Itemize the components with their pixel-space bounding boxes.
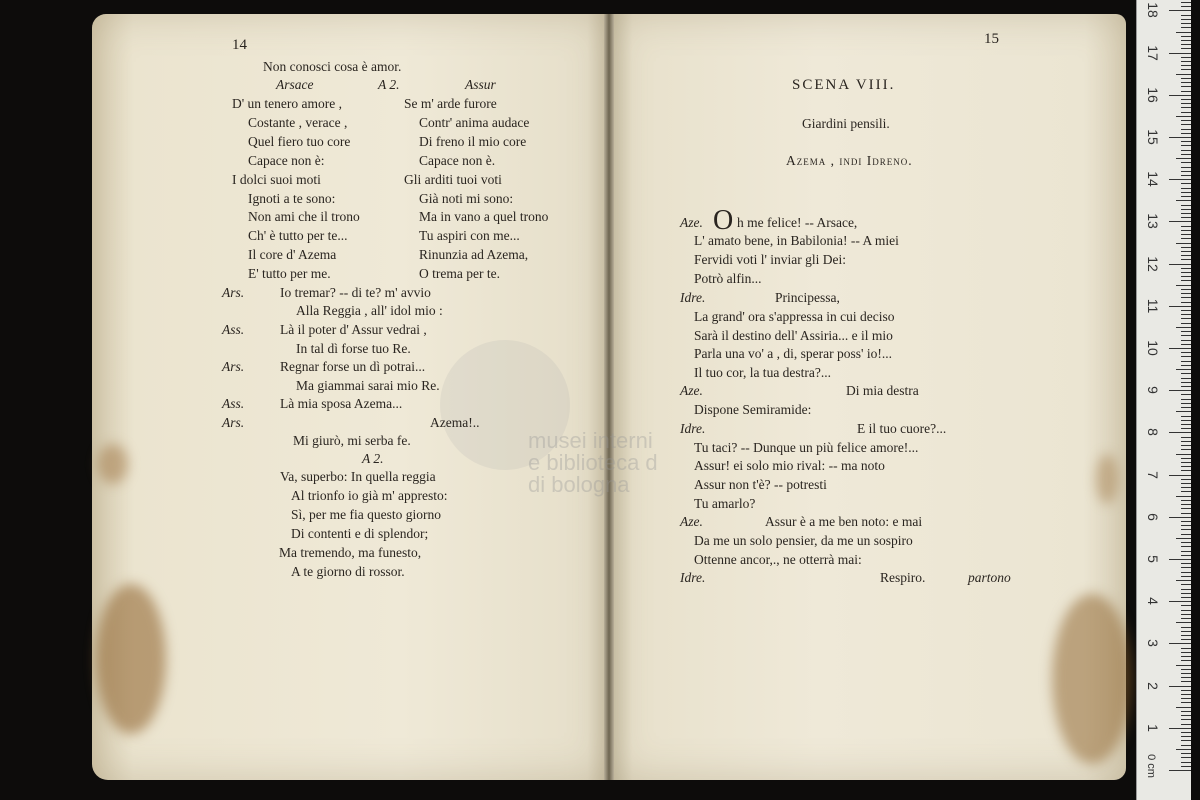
ruler-tick bbox=[1181, 567, 1191, 568]
ruler-tick bbox=[1181, 466, 1191, 467]
ruler-tick bbox=[1181, 255, 1191, 256]
ruler-number: 12 bbox=[1145, 255, 1161, 272]
ruler-tick bbox=[1181, 508, 1191, 509]
water-stain bbox=[1096, 454, 1118, 504]
ruler-tick bbox=[1181, 673, 1191, 674]
left-text-line: Tu aspiri con me... bbox=[419, 228, 520, 243]
ruler-tick bbox=[1181, 445, 1191, 446]
ruler-tick bbox=[1181, 361, 1191, 362]
ruler-tick bbox=[1181, 289, 1191, 290]
ruler-tick bbox=[1181, 251, 1191, 252]
ruler-tick bbox=[1181, 702, 1191, 703]
watermark-line: di bologna bbox=[528, 472, 630, 497]
ruler-tick bbox=[1181, 217, 1191, 218]
ruler-tick bbox=[1181, 150, 1191, 151]
ruler-tick bbox=[1181, 656, 1191, 657]
ruler-tick bbox=[1181, 167, 1191, 168]
water-stain bbox=[98, 444, 128, 484]
ruler-tick bbox=[1181, 572, 1191, 573]
ruler-tick bbox=[1181, 605, 1191, 606]
ruler-tick bbox=[1181, 293, 1191, 294]
right-text-line: Aze. bbox=[680, 215, 703, 230]
ruler-tick bbox=[1181, 521, 1191, 522]
ruler-tick bbox=[1181, 660, 1191, 661]
left-text-line: A te giorno di rossor. bbox=[291, 564, 405, 579]
ruler-tick bbox=[1181, 19, 1191, 20]
ruler-tick bbox=[1181, 276, 1191, 277]
ruler-tick bbox=[1181, 213, 1191, 214]
left-text-line: Di freno il mio core bbox=[419, 134, 527, 149]
ruler-tick bbox=[1181, 297, 1191, 298]
ruler-tick bbox=[1181, 99, 1191, 100]
ruler-tick bbox=[1181, 48, 1191, 49]
ruler-tick bbox=[1181, 618, 1191, 619]
left-text-line: Assur bbox=[465, 77, 496, 92]
ruler-tick bbox=[1181, 112, 1191, 113]
page-number-right: 15 bbox=[984, 31, 999, 47]
left-text-line: Ars. bbox=[222, 415, 245, 430]
ruler-tick bbox=[1181, 6, 1191, 7]
ruler-tick bbox=[1181, 479, 1191, 480]
water-stain bbox=[96, 584, 166, 734]
right-text-line: Di mia destra bbox=[846, 383, 919, 398]
ruler-tick bbox=[1181, 424, 1191, 425]
ruler-number: 4 bbox=[1145, 597, 1161, 606]
left-text-line: Arsace bbox=[276, 77, 314, 92]
right-text-line: Ottenne ancor,., ne otterrà mai: bbox=[694, 552, 862, 567]
ruler-tick bbox=[1181, 437, 1191, 438]
ruler-tick bbox=[1181, 103, 1191, 104]
ruler-tick bbox=[1181, 86, 1191, 87]
right-text-line: Parla una vo' a , di, sperar poss' io!... bbox=[694, 346, 892, 361]
left-text-line: Ch' è tutto per te... bbox=[248, 228, 348, 243]
right-text-line: Idre. bbox=[680, 290, 706, 305]
ruler-tick bbox=[1181, 555, 1191, 556]
ruler-tick bbox=[1181, 209, 1191, 210]
ruler-tick bbox=[1181, 302, 1191, 303]
left-text-line: Non ami che il trono bbox=[248, 209, 360, 224]
ruler-tick bbox=[1169, 306, 1191, 307]
right-text-line: Respiro. bbox=[880, 570, 926, 585]
ruler-tick bbox=[1181, 736, 1191, 737]
ruler-tick bbox=[1169, 137, 1191, 138]
right-text-line: E il tuo cuore?... bbox=[857, 421, 947, 436]
ruler-tick bbox=[1169, 432, 1191, 433]
ruler-tick bbox=[1181, 576, 1191, 577]
ruler-tick bbox=[1181, 318, 1191, 319]
ruler-tick bbox=[1176, 749, 1191, 750]
ruler-tick bbox=[1181, 27, 1191, 28]
ruler-tick bbox=[1169, 390, 1191, 391]
ruler-tick bbox=[1176, 200, 1191, 201]
ruler-tick bbox=[1181, 584, 1191, 585]
left-text-line: Se m' arde furore bbox=[404, 96, 497, 111]
ruler-number: 7 bbox=[1145, 470, 1161, 479]
right-text-line: Principessa, bbox=[775, 290, 840, 305]
ruler-tick bbox=[1181, 597, 1191, 598]
ruler-tick bbox=[1181, 141, 1191, 142]
left-text-line: Quel fiero tuo core bbox=[248, 134, 351, 149]
left-text-line: Ma in vano a quel trono bbox=[419, 209, 549, 224]
left-text-line: Ma tremendo, ma funesto, bbox=[279, 545, 422, 560]
ruler-tick bbox=[1169, 264, 1191, 265]
ruler-tick bbox=[1176, 496, 1191, 497]
ruler-tick bbox=[1181, 416, 1191, 417]
ruler-tick bbox=[1181, 483, 1191, 484]
ruler-tick bbox=[1181, 694, 1191, 695]
ruler-tick bbox=[1181, 681, 1191, 682]
ruler-tick bbox=[1181, 82, 1191, 83]
left-text-line: Va, superbo: In quella reggia bbox=[280, 469, 436, 484]
ruler-tick bbox=[1176, 327, 1191, 328]
ruler-tick bbox=[1181, 715, 1191, 716]
left-text-line: In tal dì forse tuo Re. bbox=[296, 341, 411, 356]
right-text-line: Potrò alfin... bbox=[694, 271, 762, 286]
ruler-tick bbox=[1176, 74, 1191, 75]
ruler-tick bbox=[1181, 690, 1191, 691]
ruler-tick bbox=[1181, 724, 1191, 725]
ruler-tick bbox=[1181, 340, 1191, 341]
ruler-tick bbox=[1181, 745, 1191, 746]
ruler-tick bbox=[1181, 762, 1191, 763]
left-text-line: A 2. bbox=[378, 77, 400, 92]
ruler-tick bbox=[1181, 310, 1191, 311]
left-text-line: Là mia sposa Azema... bbox=[280, 396, 403, 411]
ruler-tick bbox=[1181, 23, 1191, 24]
left-text-line: Alla Reggia , all' idol mio : bbox=[296, 303, 443, 318]
ruler-tick bbox=[1176, 622, 1191, 623]
ruler-tick bbox=[1181, 378, 1191, 379]
left-text-line: Sì, per me fia questo giorno bbox=[291, 507, 441, 522]
ruler-tick bbox=[1181, 234, 1191, 235]
ruler-tick bbox=[1181, 719, 1191, 720]
ruler-tick bbox=[1181, 487, 1191, 488]
ruler-tick bbox=[1181, 196, 1191, 197]
ruler-tick bbox=[1181, 61, 1191, 62]
ruler-tick bbox=[1181, 732, 1191, 733]
right-text-line: partono bbox=[968, 570, 1011, 585]
left-text-line: I dolci suoi moti bbox=[232, 172, 321, 187]
ruler-tick bbox=[1181, 344, 1191, 345]
ruler-tick bbox=[1181, 403, 1191, 404]
left-text-line: Ars. bbox=[222, 359, 245, 374]
right-text-line: Fervidi voti l' inviar gli Dei: bbox=[694, 252, 847, 267]
ruler-tick bbox=[1181, 753, 1191, 754]
ruler-tick bbox=[1181, 614, 1191, 615]
left-text-line: Già noti mi sono: bbox=[419, 191, 514, 206]
page-number-left: 14 bbox=[232, 37, 247, 53]
watermark-line: musei interni bbox=[528, 428, 653, 453]
left-text-line: A 2. bbox=[362, 451, 384, 466]
ruler-tick bbox=[1181, 542, 1191, 543]
ruler-number: 2 bbox=[1145, 681, 1161, 690]
ruler-tick bbox=[1181, 129, 1191, 130]
ruler-tick bbox=[1181, 757, 1191, 758]
ruler-tick bbox=[1181, 373, 1191, 374]
ruler-tick bbox=[1181, 91, 1191, 92]
left-text-line: Regnar forse un dì potrai... bbox=[280, 359, 426, 374]
right-text-line: Tu taci? -- Dunque un più felice amore!... bbox=[694, 440, 919, 455]
ruler-tick bbox=[1181, 589, 1191, 590]
ruler-tick bbox=[1169, 95, 1191, 96]
left-text-line: Ma giammai sarai mio Re. bbox=[296, 378, 440, 393]
ruler-tick bbox=[1176, 665, 1191, 666]
ruler-tick bbox=[1181, 365, 1191, 366]
ruler-tick bbox=[1181, 458, 1191, 459]
ruler-tick bbox=[1181, 331, 1191, 332]
ruler-tick bbox=[1181, 15, 1191, 16]
left-text-line: Capace non è: bbox=[248, 153, 325, 168]
ruler-tick bbox=[1181, 154, 1191, 155]
right-text-line: L' amato bene, in Babilonia! -- A miei bbox=[694, 233, 899, 248]
ruler-tick bbox=[1181, 272, 1191, 273]
initial-letter: O bbox=[713, 205, 734, 236]
left-text-line: Mi giurò, mi serba fe. bbox=[293, 433, 411, 448]
left-text-line: Contr' anima audace bbox=[419, 115, 530, 130]
book-gutter bbox=[604, 14, 614, 780]
left-text-line: O trema per te. bbox=[419, 266, 500, 281]
ruler-number: 3 bbox=[1145, 639, 1161, 648]
ruler-tick bbox=[1169, 601, 1191, 602]
ruler-tick bbox=[1181, 192, 1191, 193]
ruler-tick bbox=[1181, 238, 1191, 239]
ruler-tick bbox=[1181, 470, 1191, 471]
left-text-line: Capace non è. bbox=[419, 153, 496, 168]
ruler-tick bbox=[1181, 280, 1191, 281]
ruler-tick bbox=[1181, 352, 1191, 353]
ruler-tick bbox=[1169, 475, 1191, 476]
right-text-line: Idre. bbox=[680, 570, 706, 585]
ruler-tick bbox=[1181, 171, 1191, 172]
right-text-line: h me felice! -- Arsace, bbox=[737, 215, 858, 230]
right-text-line: Assur! ei solo mio rival: -- ma noto bbox=[694, 458, 885, 473]
ruler-tick bbox=[1181, 107, 1191, 108]
ruler-tick bbox=[1181, 420, 1191, 421]
ruler-tick bbox=[1169, 179, 1191, 180]
right-text-line: Tu amarlo? bbox=[694, 496, 756, 511]
ruler-tick bbox=[1181, 145, 1191, 146]
ruler-number: 16 bbox=[1145, 87, 1161, 103]
ruler-tick bbox=[1181, 491, 1191, 492]
ruler-tick bbox=[1181, 335, 1191, 336]
right-text-line: Da me un solo pensier, da me un sospiro bbox=[694, 533, 913, 548]
left-text-line: Ass. bbox=[222, 322, 245, 337]
ruler-tick bbox=[1176, 285, 1191, 286]
ruler-tick bbox=[1181, 652, 1191, 653]
ruler-tick bbox=[1181, 627, 1191, 628]
ruler-tick bbox=[1181, 57, 1191, 58]
right-text-line: Aze. bbox=[680, 514, 703, 529]
ruler-tick bbox=[1181, 386, 1191, 387]
ruler-tick bbox=[1176, 580, 1191, 581]
ruler-tick bbox=[1169, 559, 1191, 560]
right-text-line: Assur è a me ben noto: e mai bbox=[765, 514, 923, 529]
ruler-tick bbox=[1181, 394, 1191, 395]
ruler-tick bbox=[1181, 449, 1191, 450]
ruler-tick bbox=[1181, 323, 1191, 324]
ruler-tick bbox=[1176, 411, 1191, 412]
ruler-tick bbox=[1181, 188, 1191, 189]
left-text-line: Ars. bbox=[222, 285, 245, 300]
ruler-tick bbox=[1181, 525, 1191, 526]
left-text-line: Ass. bbox=[222, 396, 245, 411]
ruler-number: 17 bbox=[1145, 44, 1161, 61]
ruler-tick bbox=[1181, 162, 1191, 163]
ruler-tick bbox=[1181, 534, 1191, 535]
right-text-line: Sarà il destino dell' Assiria... e il mio bbox=[694, 328, 893, 343]
ruler-tick bbox=[1181, 40, 1191, 41]
left-text-line: Là il poter d' Assur vedrai , bbox=[280, 322, 427, 337]
ruler-number: 15 bbox=[1145, 129, 1161, 145]
right-text-line: Aze. bbox=[680, 383, 703, 398]
ruler-tick bbox=[1181, 407, 1191, 408]
ruler-tick bbox=[1169, 643, 1191, 644]
scene-setting: Giardini pensili. bbox=[802, 116, 890, 131]
ruler-tick bbox=[1181, 133, 1191, 134]
ruler-tick bbox=[1181, 631, 1191, 632]
watermark-line: e biblioteca d bbox=[528, 450, 658, 475]
ruler-tick bbox=[1176, 158, 1191, 159]
left-text-line: Io tremar? -- di te? m' avvio bbox=[280, 285, 431, 300]
ruler-tick bbox=[1176, 243, 1191, 244]
ruler-tick bbox=[1169, 221, 1191, 222]
ruler-number: 5 bbox=[1145, 555, 1161, 563]
ruler-tick bbox=[1181, 428, 1191, 429]
ruler-number: 8 bbox=[1145, 428, 1161, 437]
ruler-tick bbox=[1181, 259, 1191, 260]
ruler-tick bbox=[1181, 635, 1191, 636]
ruler-tick bbox=[1181, 382, 1191, 383]
ruler-number: 6 bbox=[1145, 512, 1161, 521]
ruler-number: 18 bbox=[1145, 2, 1161, 19]
ruler-number: 9 bbox=[1145, 386, 1161, 395]
ruler-tick bbox=[1181, 69, 1191, 70]
ruler-tick bbox=[1181, 500, 1191, 501]
ruler-tick bbox=[1169, 53, 1191, 54]
ruler-tick bbox=[1181, 226, 1191, 227]
ruler-tick bbox=[1181, 546, 1191, 547]
ruler-tick bbox=[1181, 441, 1191, 442]
right-text-line: Dispone Semiramide: bbox=[694, 402, 812, 417]
ruler-tick bbox=[1181, 563, 1191, 564]
right-text-line: Il tuo cor, la tua destra?... bbox=[694, 365, 832, 380]
ruler-tick bbox=[1181, 314, 1191, 315]
ruler-tick bbox=[1181, 711, 1191, 712]
left-text-line: Al trionfo io già m' appresto: bbox=[291, 488, 448, 503]
ruler-tick bbox=[1181, 610, 1191, 611]
ruler-tick bbox=[1181, 183, 1191, 184]
left-text-line: Ignoti a te sono: bbox=[248, 191, 336, 206]
left-text-line: Rinunzia ad Azema, bbox=[419, 247, 529, 262]
ruler-tick bbox=[1181, 65, 1191, 66]
ruler-tick bbox=[1181, 648, 1191, 649]
ruler-tick bbox=[1169, 517, 1191, 518]
ruler-tick bbox=[1181, 268, 1191, 269]
right-text-line: La grand' ora s'appressa in cui deciso bbox=[694, 309, 895, 324]
ruler-tick bbox=[1181, 356, 1191, 357]
ruler-tick bbox=[1176, 454, 1191, 455]
left-text-line: Il core d' Azema bbox=[248, 247, 337, 262]
water-stain bbox=[1052, 594, 1132, 764]
ruler-tick bbox=[1181, 698, 1191, 699]
ruler-tick bbox=[1181, 205, 1191, 206]
left-text-line: E' tutto per me. bbox=[248, 266, 331, 281]
ruler-tick bbox=[1181, 36, 1191, 37]
ruler-tick bbox=[1181, 529, 1191, 530]
ruler-tick bbox=[1169, 728, 1191, 729]
ruler-tick bbox=[1169, 686, 1191, 687]
ruler-tick bbox=[1176, 116, 1191, 117]
ruler-tick bbox=[1176, 369, 1191, 370]
measurement-ruler bbox=[1136, 0, 1191, 800]
ruler-tick bbox=[1176, 538, 1191, 539]
ruler-tick bbox=[1181, 247, 1191, 248]
ruler-tick bbox=[1169, 348, 1191, 349]
ruler-number: 13 bbox=[1145, 213, 1161, 230]
scene-characters: Azema , indi Idreno. bbox=[786, 153, 913, 168]
ruler-tick bbox=[1176, 707, 1191, 708]
ruler-unit-label: 0 cm bbox=[1144, 754, 1157, 778]
ruler-tick bbox=[1181, 124, 1191, 125]
left-text-line: Non conosci cosa è amor. bbox=[263, 59, 402, 74]
ruler-tick bbox=[1181, 175, 1191, 176]
ruler-tick bbox=[1181, 399, 1191, 400]
ruler-tick bbox=[1181, 230, 1191, 231]
ruler-tick bbox=[1181, 740, 1191, 741]
left-text-line: Di contenti e di splendor; bbox=[291, 526, 429, 541]
ruler-tick bbox=[1176, 32, 1191, 33]
ruler-tick bbox=[1181, 462, 1191, 463]
ruler-tick bbox=[1181, 669, 1191, 670]
ruler-tick bbox=[1169, 10, 1191, 11]
left-text-line: Costante , verace , bbox=[248, 115, 348, 130]
ruler-tick bbox=[1181, 78, 1191, 79]
right-text-line: Assur non t'è? -- potresti bbox=[694, 477, 827, 492]
ruler-tick bbox=[1181, 551, 1191, 552]
ruler-number: 14 bbox=[1145, 171, 1161, 187]
watermark-text bbox=[528, 430, 708, 496]
ruler-tick bbox=[1181, 766, 1191, 767]
ruler-tick bbox=[1181, 677, 1191, 678]
ruler-number: 1 bbox=[1145, 723, 1161, 732]
right-text-line: Idre. bbox=[680, 421, 706, 436]
left-text-line: D' un tenero amore , bbox=[232, 96, 343, 111]
ruler-tick bbox=[1181, 504, 1191, 505]
ruler-tick bbox=[1181, 513, 1191, 514]
ruler-tick bbox=[1181, 120, 1191, 121]
ruler-tick bbox=[1181, 44, 1191, 45]
ruler-tick bbox=[1181, 639, 1191, 640]
ruler-tick bbox=[1169, 770, 1191, 771]
ruler-tick bbox=[1181, 2, 1191, 3]
ruler-number: 10 bbox=[1145, 340, 1161, 356]
left-text-line: Gli arditi tuoi voti bbox=[404, 172, 502, 187]
scene-heading: SCENA VIII. bbox=[792, 77, 896, 93]
ruler-tick bbox=[1181, 593, 1191, 594]
ruler-number: 11 bbox=[1145, 298, 1161, 314]
left-text-line: Azema!.. bbox=[430, 415, 480, 430]
